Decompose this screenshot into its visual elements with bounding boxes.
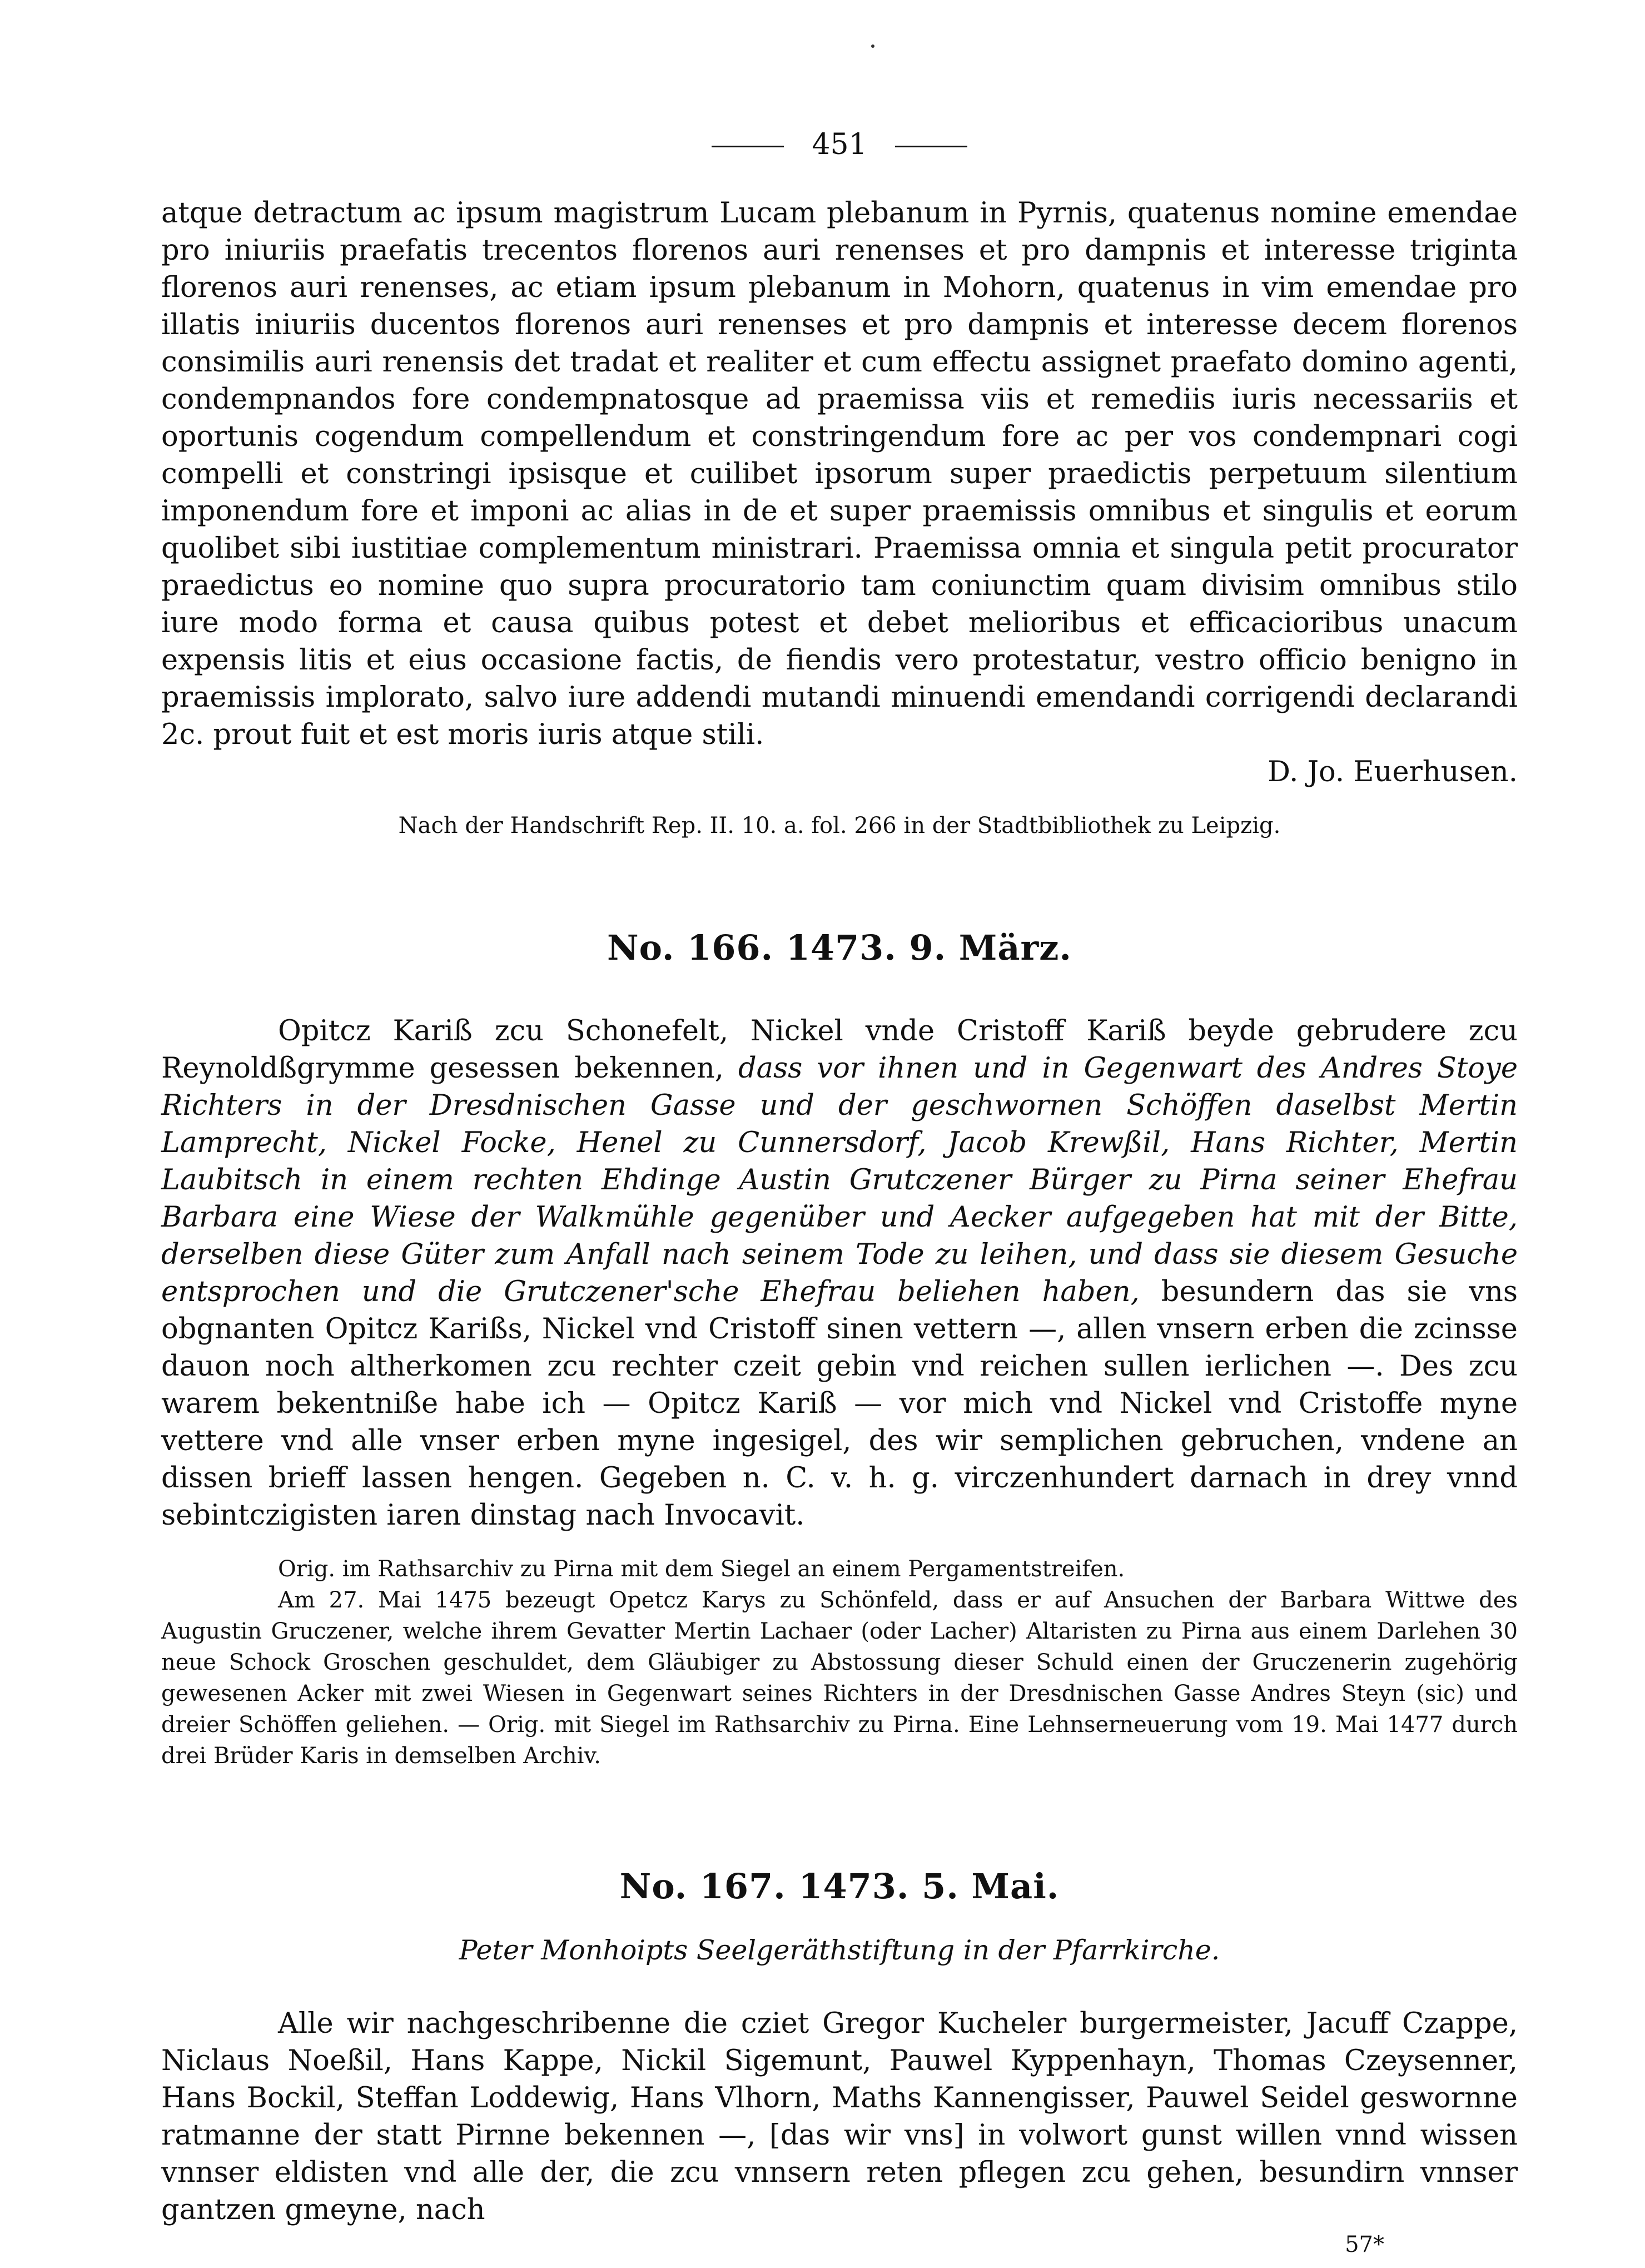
page-number: 451 [812,128,867,161]
page-header [161,128,1518,161]
doc165-signature: D. Jo. Euerhusen. [1268,756,1518,788]
page [161,128,1518,2257]
doc167-heading: No. 167. 1473. 5. Mai. [619,1866,1060,1907]
doc166-notes [161,1554,1518,1771]
doc167-text: Alle wir nachgeschribenne die cziet Gregor Kucheler burgermeister, Jacuff Czappe, Niclaus Noeßil, Hans Kappe, Nickil Sigemunt, Pauwel Kyppenhayn, Thomas Czeysenner, Hans Bockil, Steffan Loddewig, Hans Vlhorn, Maths Kannengisser, Pauwel Seidel geswornne ratmanne der statt Pirnne bekennen —, [das wir vns] in volwort gunst willen vnnd wissen vnnser eldisten vnd alle der, die zcu vnnsern reten pflegen zcu gehen, besundirn vnnser gantzen gmeyne, nach [161,2007,1518,2226]
ink-speck [871,44,874,48]
doc166-italic-summary: dass vor ihnen und in Gegenwart des Andres Stoye Richters in der Dresdnischen Gasse und der geschwornen Schöffen daselbst Mertin Lamprecht, Nickel Focke, Henel zu Cunnersdorf, Jacob Krewßil, Hans Richter, Mertin Laubitsch in einem rechten Ehdinge Austin Grutczener Bürger zu Pirna seiner Ehefrau Barbara eine Wiese der Walkmühle gegenüber und Aecker aufgegeben hat mit der Bitte, derselben diese Güter zum Anfall nach seinem Tode zu leihen, und dass sie diesem Gesuche entsprochen und die Grutczener'sche Ehefrau beliehen haben, [161,1052,1518,1308]
signature-mark: 57* [1345,2232,1384,2257]
doc165-source-note: Nach der Handschrift Rep. II. 10. a. fol. 266 in der Stadtbibliothek zu Leipzig. [398,813,1281,838]
header-rule-right [895,146,967,147]
doc166-text [161,1013,1518,1534]
document-166 [161,927,1518,1771]
doc166-rest: besundern das sie vns obgnanten Opitcz Karißs, Nickel vnd Cristoff sinen vettern —, allen vnsern erben die zcinsse dauon noch altherkomen zcu rechter czeit gebin vnd reichen sullen ierlichen —. Des zcu warem bekentniße habe ich — Opitcz Kariß — vor mich vnd Nickel vnd Cristoffe myne vettere vnd alle vnser erben myne ingesigel, des wir semplichen gebruchen, vndene an dissen brieff lassen hengen. Gegeben n. C. v. h. g. virczenhundert darnach in drey vnnd sebintczigisten iaren dinstag nach Invocavit. [161,1276,1518,1532]
document-165-continuation [161,195,1518,838]
doc167-subtitle: Peter Monhoipts Seelgeräthstiftung in der Pfarrkirche. [459,1934,1220,1966]
doc166-note-1475: Am 27. Mai 1475 bezeugt Opetcz Karys zu Schönfeld, dass er auf Ansuchen der Barbara Wittwe des Augustin Gruczener, welche ihrem Gevatter Mertin Lachaer (oder Lacher) Altaristen zu Pirna aus einem Darlehen 30 neue Schock Groschen geschuldet, dem Gläubiger zu Abstossung dieser Schuld einen der Gruczenerin zugehörig gewesenen Acker mit zwei Wiesen in Gegenwart seines Richters in der Dresdnischen Gasse Andres Steyn (sic) und dreier Schöffen geliehen. — Orig. mit Siegel im Rathsarchiv zu Pirna. Eine Lehnserneuerung vom 19. Mai 1477 durch drei Brüder Karis in demselben Archiv. [161,1587,1518,1769]
doc166-heading: No. 166. 1473. 9. März. [607,927,1072,968]
doc165-text: atque detractum ac ipsum magistrum Lucam plebanum in Pyrnis, quatenus nomine emendae pro iniuriis praefatis trecentos florenos auri renenses et pro dampnis et interesse triginta florenos auri renenses, ac etiam ipsum plebanum in Mohorn, quatenus in vim emendae pro illatis iniuriis ducentos florenos auri renenses et pro dampnis et interesse decem florenos consimilis auri renensis det tradat et realiter et cum effectu assignet praefato domino agenti, condempnandos fore condempnatosque ad praemissa viis et remediis iuris necessariis et oportunis cogendum compellendum et constringendum fore ac per vos condempnari cogi compelli et constringi ipsisque et cuilibet ipsorum super praedictis perpetuum silentium imponendum fore et imponi ac alias in de et super praemissis omnibus et singulis et eorum quolibet sibi iustitiae complementum ministrari. Praemissa omnia et singula petit procurator praedictus eo nomine quo supra procuratorio tam coniunctim quam divisim omnibus stilo iure modo forma et causa quibus potest et debet melioribus et efficacioribus unacum expensis litis et eius occasione factis, de fiendis vero protestatur, vestro officio benigno in praemissis implorato, salvo iure addendi mutandi minuendi emendandi corrigendi declarandi 2c. prout fuit et est moris iuris atque stili. [161,197,1518,751]
doc166-intro: Opitcz Kariß zcu Schonefelt, Nickel vnde Cristoff Kariß beyde gebrudere zcu Reynoldßgrymme gesessen bekennen, [161,1015,1518,1085]
document-167 [161,1866,1518,2257]
header-rule-left [712,146,784,147]
doc166-note-original: Orig. im Rathsarchiv zu Pirna mit dem Siegel an einem Pergamentstreifen. [278,1556,1125,1582]
